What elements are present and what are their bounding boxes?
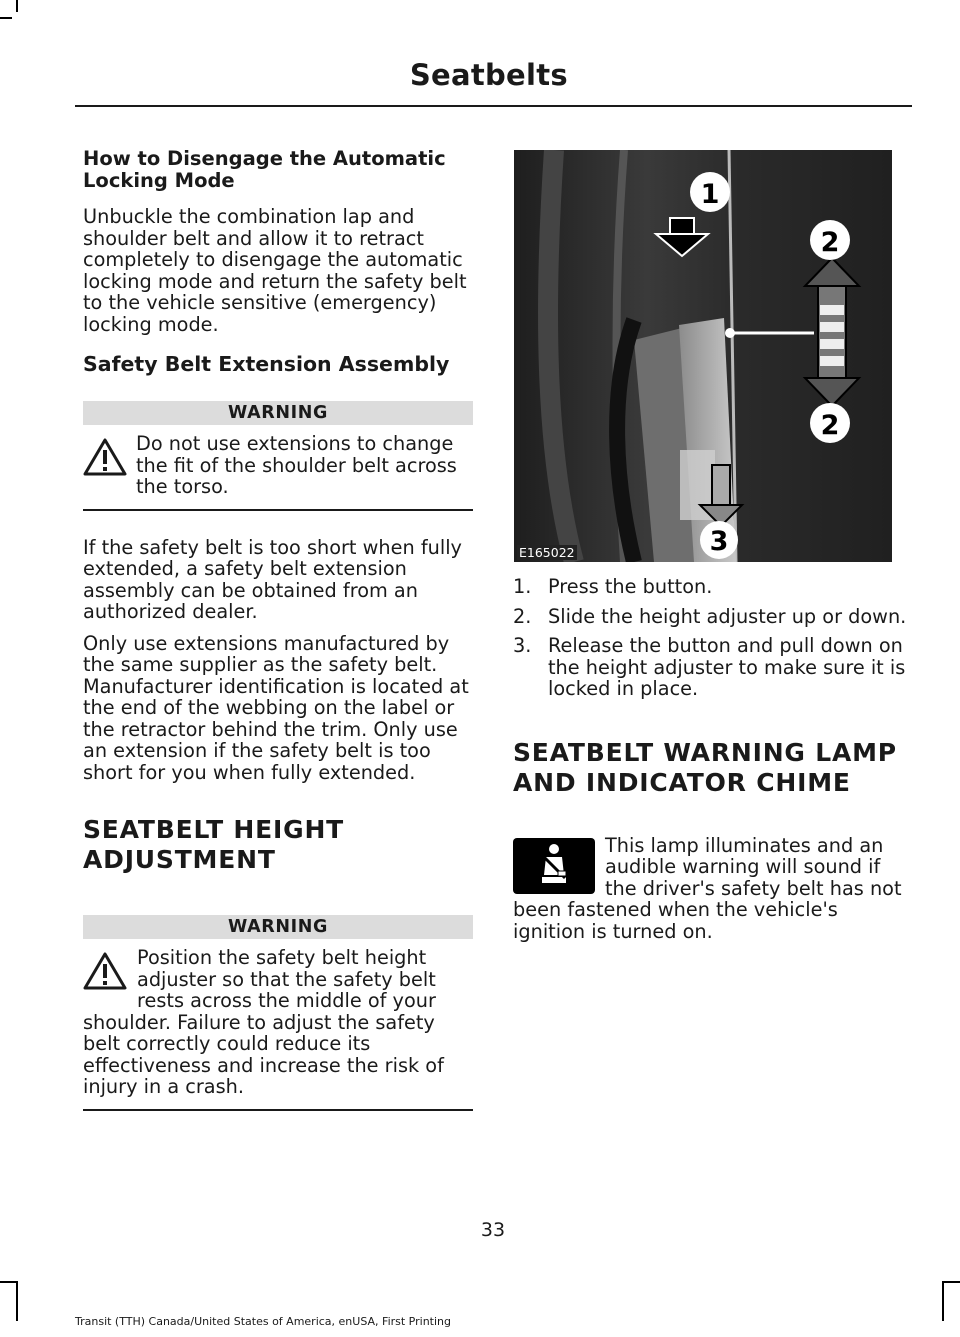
crop-mark <box>0 17 12 19</box>
crop-mark <box>16 1281 18 1321</box>
crop-mark <box>942 1281 960 1283</box>
callout-label-2: 2 <box>820 227 840 258</box>
warning-triangle-icon <box>83 437 127 477</box>
crop-mark <box>16 0 18 12</box>
auto-lock-body: Unbuckle the combination lap and shoulder belt and allow it to retract completely to disengage the automatic locking mode and return the safety belt to the vehicle sensitive (emergency) locking mode. <box>83 205 467 336</box>
list-item <box>513 635 911 700</box>
heading-line: AND INDICATOR CHIME <box>513 767 851 797</box>
auto-lock-heading: How to Disengage the Automatic Locking Mode <box>83 147 446 192</box>
extension-para-1: If the safety belt is too short when fully extended, a safety belt extension assembly can be obtained from an authorized dealer. <box>83 535 462 623</box>
warning-divider <box>83 1109 473 1111</box>
seatbelt-height-adjuster-illustration <box>514 150 892 562</box>
warning-text: Position the safety belt height adjuster so that the safety belt rests across the middle of your shoulder. Failure to adjust the safety belt correctly could reduce its effectiveness and increase the risk of injury in a crash. <box>83 946 444 1098</box>
warning-text: Do not use extensions to change the fit of the shoulder belt across the torso. <box>136 432 457 498</box>
warning-divider <box>83 509 473 511</box>
seatbelt-person-icon <box>532 841 576 891</box>
warning-label: WARNING <box>83 915 473 939</box>
step-number: 1. <box>513 575 532 598</box>
footer-text: Transit (TTH) Canada/United States of America, enUSA, First Printing <box>75 1315 451 1328</box>
figure-id: E165022 <box>519 545 575 560</box>
crop-mark <box>942 1281 944 1321</box>
list-item <box>513 576 911 598</box>
callout-label-1: 1 <box>700 179 720 210</box>
callout-badge-1 <box>690 172 730 212</box>
step-text: Slide the height adjuster up or down. <box>548 604 907 628</box>
heading-line: SEATBELT WARNING LAMP <box>513 737 897 767</box>
seatbelt-warning-lamp-icon <box>513 838 595 894</box>
list-item <box>513 606 911 628</box>
extension-para-2: Only use extensions manufactured by the same supplier as the safety belt. Manufacturer identification is located at the end of the webbing on the label or the retractor behind the trim. Only use an extension if the safety belt is too short for you when fully extended. <box>83 631 469 784</box>
heading-line: ADJUSTMENT <box>83 845 276 874</box>
callout-badge-2-bottom <box>810 403 850 443</box>
header-divider <box>75 105 912 107</box>
warning-lamp-description <box>513 835 911 943</box>
page-title: Seatbelts <box>409 58 568 92</box>
page-number: 33 <box>480 1219 506 1241</box>
step-number: 2. <box>513 604 532 628</box>
illustration-svg <box>514 150 892 562</box>
callout-label-2: 2 <box>820 410 840 441</box>
warning-triangle-icon <box>83 951 127 991</box>
callout-badge-3 <box>700 521 738 559</box>
heading-line: SEATBELT HEIGHT <box>83 815 345 844</box>
right-column <box>513 576 911 942</box>
height-adjustment-heading <box>83 815 473 875</box>
step-number: 3. <box>513 634 532 657</box>
callout-badge-2-top <box>810 220 850 260</box>
warning-box <box>83 947 473 1098</box>
callout-label-3: 3 <box>709 526 729 557</box>
step-text: Release the button and pull down on the height adjuster to make sure it is locked in place. <box>548 634 906 700</box>
warning-box <box>83 433 473 498</box>
extension-heading: Safety Belt Extension Assembly <box>83 352 450 376</box>
step-text: Press the button. <box>548 575 713 598</box>
left-column <box>83 148 473 1137</box>
warning-lamp-heading <box>513 738 911 798</box>
height-adjust-steps <box>513 576 911 700</box>
warning-label: WARNING <box>83 401 473 425</box>
warning-lamp-text: This lamp illuminates and an audible warning will sound if the driver's safety belt has not been fastened when the vehicle's ignition is turned on. <box>513 833 902 943</box>
